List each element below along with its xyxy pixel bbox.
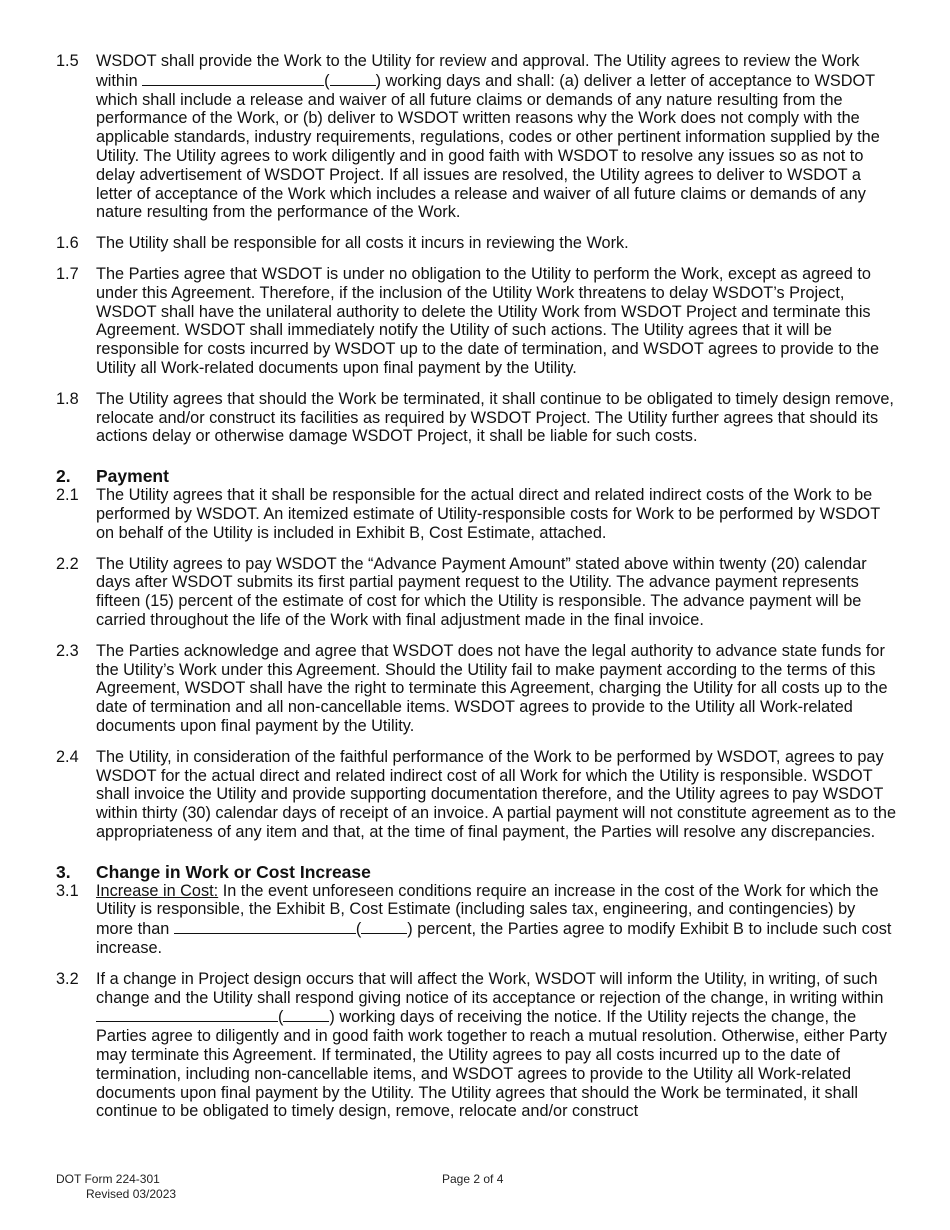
clause-1-6 [56, 234, 896, 253]
clause-text-continued: working days and shall: (a) deliver a letter of acceptance to WSDOT which shall include a release and waiver of all future claims or demands of any nature resulting from the performance of the Work, or (b) deliver to WSDOT written reasons why the Work does not comply with the applicable standards, industry requirements, regulations, codes or other pertinent information supplied by the Utility. The Utility agrees to work diligently and in good faith with WSDOT to resolve any issues so as not to delay advertisement of WSDOT Project. If all issues are resolved, the Utility agrees to deliver to WSDOT a letter of acceptance of the Work which includes a release and waiver of all future claims or demands of any nature resulting from the performance of the Work. [96, 71, 880, 222]
clause-text: The Utility agrees to pay WSDOT the “Advance Payment Amount” stated above within twenty (20) calendar days after WSDOT submits its first partial payment request to the Utility. The advance payment represents fifteen (15) percent of the estimate of cost for which the Utility is responsible. The advance payment will be carried throughout the life of the Work with final adjustment made in the final invoice. [96, 554, 867, 629]
clause-number: 2.4 [56, 747, 79, 766]
form-number: DOT Form 224-301 [56, 1172, 160, 1186]
clause-text: WSDOT shall provide the Work to the Utility for review and approval. The Utility agrees to review the Work within [96, 52, 860, 90]
page-number: Page 2 of 4 [442, 1172, 504, 1186]
clause-2-3 [56, 642, 896, 736]
section-number: 2. [56, 466, 71, 487]
section-title: Payment [96, 466, 169, 487]
clause-text: The Utility, in consideration of the faithful performance of the Work to be performed by WSDOT, agrees to pay WSDOT for the actual direct and related indirect cost of all Work for which the Utility is responsible. WSDOT shall invoice the Utility and provide supporting documentation therefore, and the Utility agrees to pay WSDOT within thirty (30) calendar days of receipt of an invoice. A partial payment will not constitute agreement as to the appropriateness of any item and that, at the time of final payment, the Parties will resolve any discrepancies. [96, 747, 897, 841]
clause-1-5: 1.5 WSDOT shall provide the Work to the Utility for review and approval. The Utility agrees to review the Work within ( ) working days and shall: (a) deliver a letter of acceptance to WSDOT which shall include a release and waiver of all future claims or demands of any nature resulting from the performance of the Work, or (b) deliver to WSDOT written reasons why the Work does not comply with the applicable standards, industry requirements, regulations, codes or other pertinent information supplied by the Utility. The Utility agrees to work diligently and in good faith with WSDOT to resolve any issues so as not to delay advertisement of WSDOT Project. If all issues are resolved, the Utility agrees to deliver to WSDOT a letter of acceptance of the Work which includes a release and waiver of all future claims or demands of any nature resulting from the performance of the Work. [56, 52, 880, 222]
clause-number: 1.8 [56, 389, 79, 408]
document-page [56, 52, 896, 1133]
clause-number: 2.3 [56, 641, 79, 660]
clause-1-8 [56, 390, 896, 446]
clause-text: The Utility agrees that should the Work be terminated, it shall continue to be obligated to timely design remove, relocate and/or construct its facilities as required by WSDOT Project. The Utility further agrees that should its actions delay or otherwise damage WSDOT Project, it shall be liable for such costs. [96, 389, 894, 446]
clause-1-7 [56, 265, 896, 378]
clause-2-2 [56, 555, 896, 630]
clause-text: If a change in Project design occurs that will affect the Work, WSDOT will inform the Utility, in writing, of such change and the Utility shall respond giving notice of its acceptance or rejection of the change, in writing within [96, 969, 884, 1007]
clause-2-1 [56, 486, 896, 542]
form-info [56, 1172, 176, 1202]
clause-number: 3.2 [56, 969, 79, 988]
section-title: Change in Work or Cost Increase [96, 861, 371, 882]
clause-2-4 [56, 748, 896, 842]
clause-text: In the event unforeseen conditions require an increase in the cost of the Work for which the Utility is responsible, the Exhibit B, Cost Estimate (including sales tax, engineering, and contingencies) by more than [96, 881, 879, 939]
clause-number: 3.1 [56, 881, 79, 900]
fill-in-blank-number[interactable] [361, 919, 407, 934]
clause-text: The Parties acknowledge and agree that WSDOT does not have the legal authority to advance state funds for the Utility’s Work under this Agreement. Should the Utility fail to make payment according to the terms of this Agreement, WSDOT shall have the right to terminate this Agreement, charging the Utility for all costs up to the date of termination and all non-cancellable items. WSDOT agrees to provide to the Utility all Work-related documents upon final payment by the Utility. [96, 641, 888, 735]
clause-3-1: 3.1 Increase in Cost: In the event unforeseen conditions require an increase in the cost of the Work for which the Utility is responsible, the Exhibit B, Cost Estimate (including sales tax, engineering, and contingencies) by more than ( ) percent, the Parties agree to modify Exhibit B to include such cost increase. [56, 881, 892, 958]
section-number: 3. [56, 861, 71, 882]
clause-number: 1.6 [56, 234, 79, 253]
clause-text-continued: percent, the Parties agree to modify Exhibit B to include such cost increase. [96, 920, 892, 958]
clause-number: 1.7 [56, 264, 79, 283]
clause-text: The Utility agrees that it shall be responsible for the actual direct and related indirect costs of the Work to be performed by WSDOT. An itemized estimate of Utility-responsible costs for Work to be performed by WSDOT on behalf of the Utility is included in Exhibit B, Cost Estimate, attached. [96, 486, 880, 542]
clause-label: Increase in Cost: [96, 881, 219, 900]
section-heading-payment [56, 466, 896, 486]
clause-text: The Utility shall be responsible for all costs it incurs in reviewing the Work. [96, 234, 629, 253]
clause-number: 2.2 [56, 554, 79, 573]
fill-in-blank[interactable] [174, 919, 356, 934]
section-heading-change-in-work [56, 862, 896, 882]
fill-in-blank-number[interactable] [283, 1007, 329, 1022]
clause-number: 1.5 [56, 52, 79, 70]
fill-in-blank-number[interactable] [330, 71, 376, 86]
fill-in-blank[interactable] [96, 1007, 278, 1022]
clause-text-continued: working days of receiving the notice. If the Utility rejects the change, the Parties agree to diligently and in good faith work together to reach a mutual resolution. Otherwise, either Party may terminate this Agreement. If terminated, the Utility agrees to pay all costs incurred up to the date of termination, including non-cancellable items, and WSDOT agrees to provide to the Utility all Work-related documents upon final payment by the Utility. The Utility agrees that should the Work be terminated, it shall continue to be obligated to timely design, remove, relocate and/or construct [96, 1008, 887, 1121]
clause-number: 2.1 [56, 486, 79, 505]
fill-in-blank[interactable] [142, 71, 324, 86]
clause-text: The Parties agree that WSDOT is under no obligation to the Utility to perform the Work, except as agreed to under this Agreement. Therefore, if the inclusion of the Utility Work threatens to delay WSDOT’s Project, WSDOT shall have the unilateral authority to delete the Utility Work from WSDOT Project and terminate this Agreement. WSDOT shall immediately notify the Utility of such actions. The Utility agrees that it will be responsible for costs incurred by WSDOT up to the date of termination, and WSDOT agrees to provide to the Utility all Work-related documents upon final payment by the Utility. [96, 264, 880, 377]
clause-3-2: 3.2 If a change in Project design occurs that will affect the Work, WSDOT will inform the Utility, in writing, of such change and the Utility shall respond giving notice of its acceptance or rejection of the change, in writing within ( ) working days of receiving the notice. If the Utility rejects the change, the Parties agree to diligently and in good faith work together to reach a mutual resolution. Otherwise, either Party may terminate this Agreement. If terminated, the Utility agrees to pay all costs incurred up to the date of termination, including non-cancellable items, and WSDOT agrees to provide to the Utility all Work-related documents upon final payment by the Utility. The Utility agrees that should the Work be terminated, it shall continue to be obligated to timely design, remove, relocate and/or construct [56, 969, 887, 1121]
revision-date: Revised 03/2023 [86, 1187, 177, 1201]
